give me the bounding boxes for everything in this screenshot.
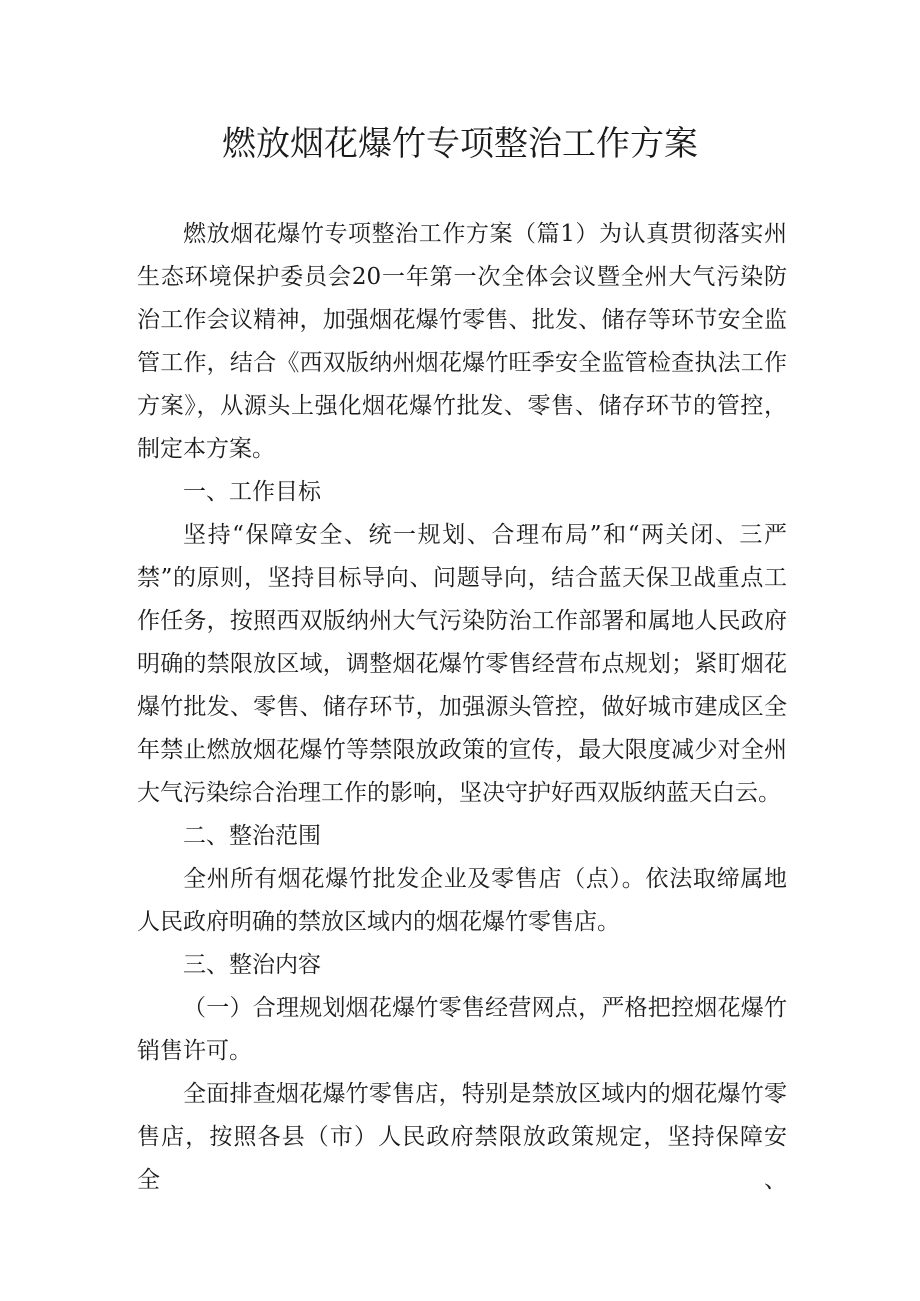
paragraph-scope: 全州所有烟花爆竹批发企业及零售店（点）。依法取缔属地人民政府明确的禁放区域内的烟花爆竹零售店。 (137, 866, 787, 935)
document-body (137, 213, 787, 1202)
heading-work-goal: 一、工作目标 (183, 479, 321, 505)
paragraph-content-1: 全面排查烟花爆竹零售店，特别是禁放区域内的烟花爆竹零售店，按照各县（市）人民政府禁限放政策规定，坚持保障安全、 (137, 1081, 787, 1193)
heading-content: 三、整治内容 (183, 952, 321, 978)
subheading-content-1: （一）合理规划烟花爆竹零售经营网点，严格把控烟花爆竹销售许可。 (137, 995, 787, 1064)
paragraph-intro: 燃放烟花爆竹专项整治工作方案（篇1）为认真贯彻落实州生态环境保护委员会20一年第一次全体会议暨全州大气污染防治工作会议精神，加强烟花爆竹零售、批发、储存等环节安全监管工作，结合《西双版纳州烟花爆竹旺季安全监管检查执法工作方案》，从源头上强化烟花爆竹批发、零售、储存环节的管控，制定本方案。 (137, 221, 787, 462)
paragraph-work-goal: 坚持“保障安全、统一规划、合理布局”和“两关闭、三严禁”的原则，坚持目标导向、问题导向，结合蓝天保卫战重点工作任务，按照西双版纳州大气污染防治工作部署和属地人民政府明确的禁限放区域，调整烟花爆竹零售经营布点规划；紧盯烟花爆竹批发、零售、储存环节，加强源头管控，做好城市建成区全年禁止燃放烟花爆竹等禁限放政策的宣传，最大限度减少对全州大气污染综合治理工作的影响，坚决守护好西双版纳蓝天白云。 (137, 522, 787, 806)
heading-scope: 二、整治范围 (183, 823, 321, 849)
document-title: 燃放烟花爆竹专项整治工作方案 (222, 124, 698, 164)
